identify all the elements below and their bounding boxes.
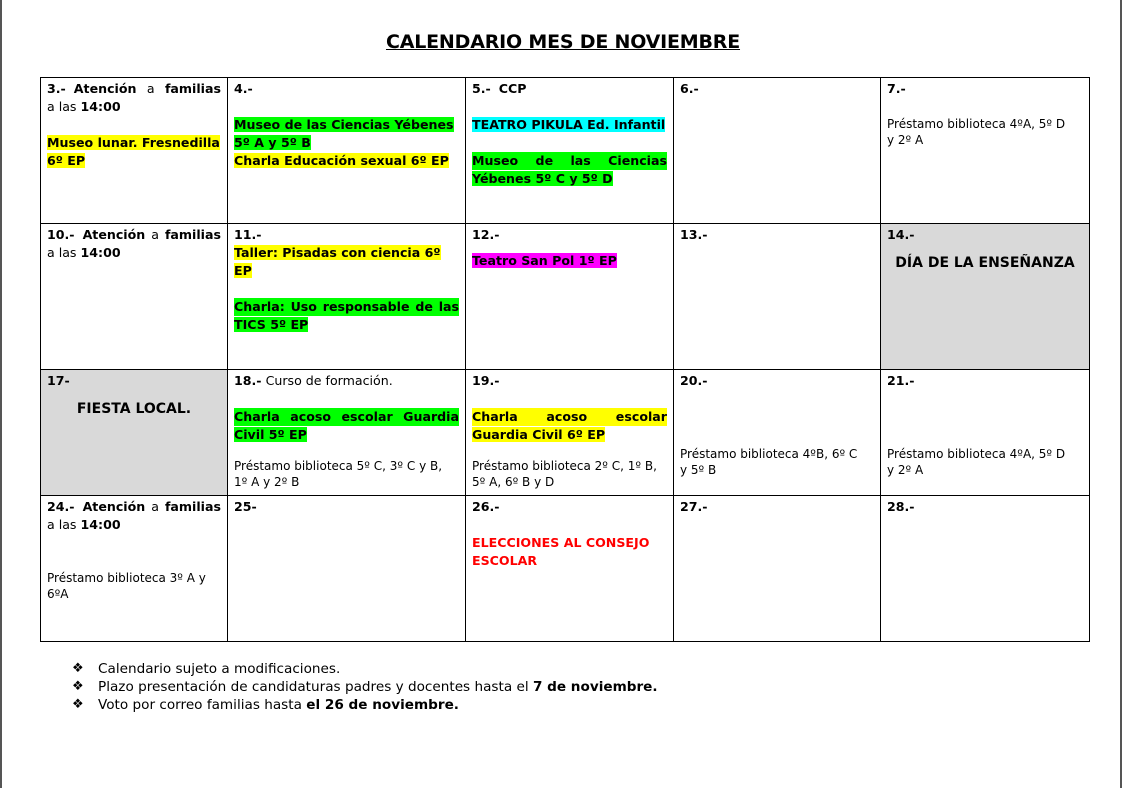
event-museo-lunar: Museo lunar. Fresnedilla [47, 135, 220, 150]
notes-list [72, 660, 658, 714]
day-cell-18 [228, 370, 466, 496]
event-teatro-pikula: TEATRO PIKULA Ed. Infantil [472, 117, 666, 132]
day-cell-24 [41, 496, 228, 642]
holiday-dia-ensenanza: DÍA DE LA ENSEÑANZA [895, 255, 1075, 271]
attention-connector: a [151, 227, 159, 242]
note-bold-text: 7 de noviembre. [532, 679, 658, 695]
day-cell-20 [674, 370, 881, 496]
event-museo-ciencias: Museo de las Ciencias [472, 153, 667, 168]
day-number: 4.- [234, 81, 253, 96]
day-cell-3 [41, 78, 228, 224]
day-number: 13.- [680, 227, 708, 242]
day-cell-5 [466, 78, 674, 224]
note-bold-text: el 26 de noviembre. [306, 697, 459, 713]
day-cell-14 [881, 224, 1090, 370]
calendar-week-4 [41, 496, 1090, 642]
day-number: 14.- [887, 227, 915, 242]
note-text: Plazo presentación de candidaturas padres y docentes hasta el [98, 679, 529, 695]
day-number: 20.- [680, 373, 708, 388]
library-loan-note: Préstamo biblioteca 5º C, 3º C y B, [234, 459, 443, 473]
attention-connector: a [146, 81, 155, 96]
page-title: CALENDARIO MES DE NOVIEMBRE [385, 31, 741, 53]
event-museo-lunar-group: 6º EP [47, 153, 86, 168]
day-number: 27.- [680, 499, 708, 514]
event-teatro-san-pol: Teatro San Pol 1º EP [472, 253, 617, 268]
attention-families: familias [164, 499, 221, 514]
day-number: 11.- [234, 227, 262, 242]
library-loan-note-cont: 6ºA [47, 587, 69, 601]
library-loan-note: Préstamo biblioteca 4ºA, 5º D [887, 447, 1066, 461]
note-text: Voto por correo familias hasta [98, 697, 302, 713]
day-cell-25 [228, 496, 466, 642]
library-loan-note: Préstamo biblioteca 4ºA, 5º D [887, 117, 1066, 131]
library-loan-note: Préstamo biblioteca 2º C, 1º B, [472, 459, 657, 473]
day-cell-4 [228, 78, 466, 224]
day-cell-10 [41, 224, 228, 370]
family-attention-line [47, 80, 221, 98]
diamond-bullet-icon: ❖ [72, 661, 84, 676]
diamond-bullet-icon: ❖ [72, 679, 84, 694]
note-text: Calendario sujeto a modificaciones. [98, 661, 341, 677]
event-charla-tics-group: TICS 5º EP [234, 317, 309, 332]
family-attention-line [47, 498, 221, 516]
event-museo-ciencias: Museo de las Ciencias Yébenes [234, 117, 454, 132]
day-number: 10.- [47, 227, 75, 242]
attention-at-label: a las [47, 245, 77, 260]
day-number: 6.- [680, 81, 699, 96]
event-museo-ciencias-group: Yébenes 5º C y 5º D [472, 171, 613, 186]
library-loan-note-cont: 1º A y 2º B [234, 475, 300, 489]
attention-label: Atención [73, 81, 137, 96]
day-number: 28.- [887, 499, 915, 514]
library-loan-note-cont: y 2º A [887, 463, 924, 477]
note-item [72, 696, 658, 714]
attention-at-label: a las [47, 517, 77, 532]
diamond-bullet-icon: ❖ [72, 697, 84, 712]
day-number: 26.- [472, 499, 500, 514]
event-charla-acoso: Charla acoso escolar Guardia [234, 409, 459, 424]
day-cell-13 [674, 224, 881, 370]
day-cell-21 [881, 370, 1090, 496]
day-number: 3.- [47, 81, 66, 96]
day-cell-17 [41, 370, 228, 496]
event-charla-acoso-group: Guardia Civil 6º EP [472, 427, 606, 442]
attention-families: familias [164, 81, 221, 96]
page-edge-left [0, 0, 2, 788]
day-cell-6 [674, 78, 881, 224]
event-elecciones-consejo-cont: ESCOLAR [472, 553, 538, 568]
holiday-fiesta-local: FIESTA LOCAL. [76, 401, 192, 417]
attention-time: 14:00 [80, 99, 121, 114]
attention-families: familias [164, 227, 221, 242]
library-loan-note: Préstamo biblioteca 4ºB, 6º C [680, 447, 858, 461]
library-loan-note-cont: y 5º B [680, 463, 717, 477]
day-number: 19.- [472, 373, 500, 388]
day-number: 24.- [47, 499, 75, 514]
day-cell-19 [466, 370, 674, 496]
day-number: 12.- [472, 227, 500, 242]
calendar-table [40, 77, 1090, 642]
day-number: 17- [47, 373, 70, 388]
event-charla-acoso-group: Civil 5º EP [234, 427, 307, 442]
day-cell-28 [881, 496, 1090, 642]
day-cell-26 [466, 496, 674, 642]
day-cell-11 [228, 224, 466, 370]
course-label: Curso de formación. [265, 373, 393, 388]
event-elecciones-consejo: ELECCIONES AL CONSEJO [472, 535, 650, 550]
attention-time: 14:00 [80, 245, 121, 260]
event-charla-tics: Charla: Uso responsable de las [234, 299, 459, 314]
calendar-week-3 [41, 370, 1090, 496]
attention-label: Atención [82, 499, 146, 514]
library-loan-note-cont: y 2º A [887, 133, 924, 147]
day-cell-27 [674, 496, 881, 642]
calendar-week-1 [41, 78, 1090, 224]
note-item [72, 678, 658, 696]
family-attention-line [47, 226, 221, 244]
event-charla-educacion-sexual: Charla Educación sexual 6º EP [234, 153, 449, 168]
attention-at-label: a las [47, 99, 77, 114]
library-loan-note: Préstamo biblioteca 3º A y [47, 571, 206, 585]
event-taller-pisadas: Taller: Pisadas con ciencia 6º EP [234, 245, 441, 278]
event-charla-acoso: Charla acoso escolar [472, 409, 667, 424]
calendar-week-2 [41, 224, 1090, 370]
day-number: 18.- [234, 373, 262, 388]
day-cell-12 [466, 224, 674, 370]
day-number: 5.- [472, 81, 491, 96]
ccp-label: CCP [498, 81, 527, 96]
day-number: 21.- [887, 373, 915, 388]
day-number: 7.- [887, 81, 906, 96]
day-number: 25- [234, 499, 257, 514]
attention-connector: a [151, 499, 159, 514]
library-loan-note-cont: 5º A, 6º B y D [472, 475, 555, 489]
attention-label: Atención [82, 227, 146, 242]
note-item [72, 660, 658, 678]
event-museo-ciencias-group: 5º A y 5º B [234, 135, 311, 150]
day-cell-7 [881, 78, 1090, 224]
attention-time: 14:00 [80, 517, 121, 532]
